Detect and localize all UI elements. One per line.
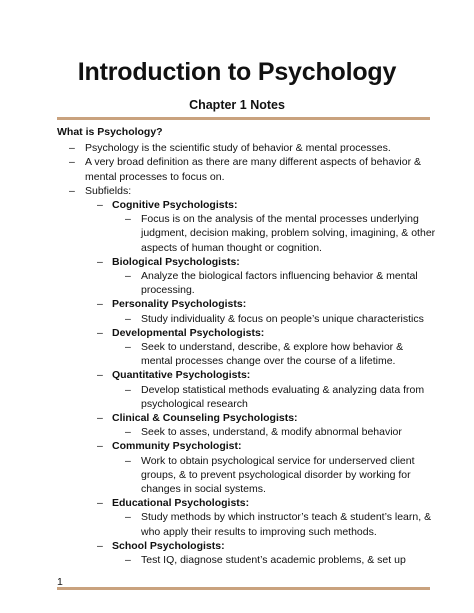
note-line — [57, 141, 437, 155]
note-text: Focus is on the analysis of the mental processes underlying judgment, decision making, problem solving, imagining, & other aspects of human thought or cognition. — [141, 213, 436, 254]
note-line — [57, 425, 437, 439]
bullet-dash: – — [69, 156, 75, 169]
note-line — [57, 184, 437, 198]
note-line — [57, 269, 437, 297]
note-text: Subfields: — [85, 184, 132, 197]
note-text: Work to obtain psychological service for underserved client groups, & to prevent psychological disorder by working for changes in social systems. — [141, 454, 415, 496]
note-line — [57, 198, 437, 212]
bullet-dash: – — [97, 440, 103, 453]
bullet-dash: – — [97, 199, 103, 212]
section-heading: What is Psychology? — [57, 126, 163, 138]
note-line — [57, 340, 437, 368]
bullet-dash: – — [97, 369, 103, 382]
bullet-dash: – — [125, 270, 131, 283]
note-line — [57, 383, 437, 411]
bullet-dash: – — [69, 142, 75, 155]
bullet-dash: – — [125, 426, 131, 439]
note-line — [57, 155, 437, 183]
bullet-dash: – — [97, 539, 103, 552]
note-line — [57, 255, 437, 269]
note-line — [57, 411, 437, 425]
note-text: Study individuality & focus on people’s unique characteristics — [141, 312, 424, 325]
bullet-dash: – — [97, 497, 103, 510]
note-line — [57, 212, 437, 255]
bullet-dash: – — [125, 554, 131, 567]
bullet-dash: – — [97, 255, 103, 268]
note-line — [57, 553, 437, 567]
bullet-dash: – — [97, 412, 103, 425]
note-line — [57, 312, 437, 326]
document-subtitle: Chapter 1 Notes — [189, 98, 285, 112]
notes-list — [57, 141, 437, 567]
bullet-dash: – — [125, 213, 131, 226]
note-line — [57, 439, 437, 453]
top-divider — [57, 117, 430, 120]
bullet-dash: – — [125, 341, 131, 354]
note-text: Seek to understand, describe, & explore how behavior & mental processes change over the course of a lifetime. — [141, 341, 404, 368]
note-line — [57, 326, 437, 340]
note-text: Seek to asses, understand, & modify abnormal behavior — [141, 426, 402, 439]
bullet-dash: – — [125, 511, 131, 524]
bullet-dash: – — [125, 383, 131, 396]
note-line — [57, 510, 437, 538]
note-text: Develop statistical methods evaluating & analyzing data from psychological research — [141, 383, 425, 410]
subfield-heading: Cognitive Psychologists: — [112, 199, 238, 212]
bullet-dash: – — [125, 454, 131, 467]
note-line — [57, 297, 437, 311]
subfield-heading: Developmental Psychologists: — [112, 326, 265, 339]
note-text: Test IQ, diagnose student’s academic problems, & set up — [141, 554, 406, 567]
note-line — [57, 496, 437, 510]
subfield-heading: Clinical & Counseling Psychologists: — [112, 412, 298, 425]
note-text: Study methods by which instructor’s teach & student’s learn, & who apply their results to improving such methods. — [141, 511, 432, 538]
note-text: A very broad definition as there are many different aspects of behavior & mental processes to focus on. — [85, 156, 421, 183]
subfield-heading: Community Psychologist: — [112, 440, 242, 453]
bullet-dash: – — [125, 312, 131, 325]
note-line — [57, 454, 437, 497]
subfield-heading: School Psychologists: — [112, 539, 225, 552]
bullet-dash: – — [97, 298, 103, 311]
notes-body — [57, 125, 437, 567]
subfield-heading: Personality Psychologists: — [112, 298, 247, 311]
subfield-heading: Quantitative Psychologists: — [112, 369, 251, 382]
bullet-dash: – — [97, 326, 103, 339]
note-line — [57, 539, 437, 553]
document-title: Introduction to Psychology — [77, 58, 397, 86]
page-number: 1 — [57, 576, 63, 588]
note-text: Psychology is the scientific study of behavior & mental processes. — [85, 142, 391, 155]
subfield-heading: Biological Psychologists: — [112, 255, 240, 268]
bullet-dash: – — [69, 184, 75, 197]
subfield-heading: Educational Psychologists: — [112, 497, 250, 510]
bottom-divider — [57, 587, 430, 590]
note-text: Analyze the biological factors influencing behavior & mental processing. — [141, 270, 418, 297]
note-line — [57, 368, 437, 382]
